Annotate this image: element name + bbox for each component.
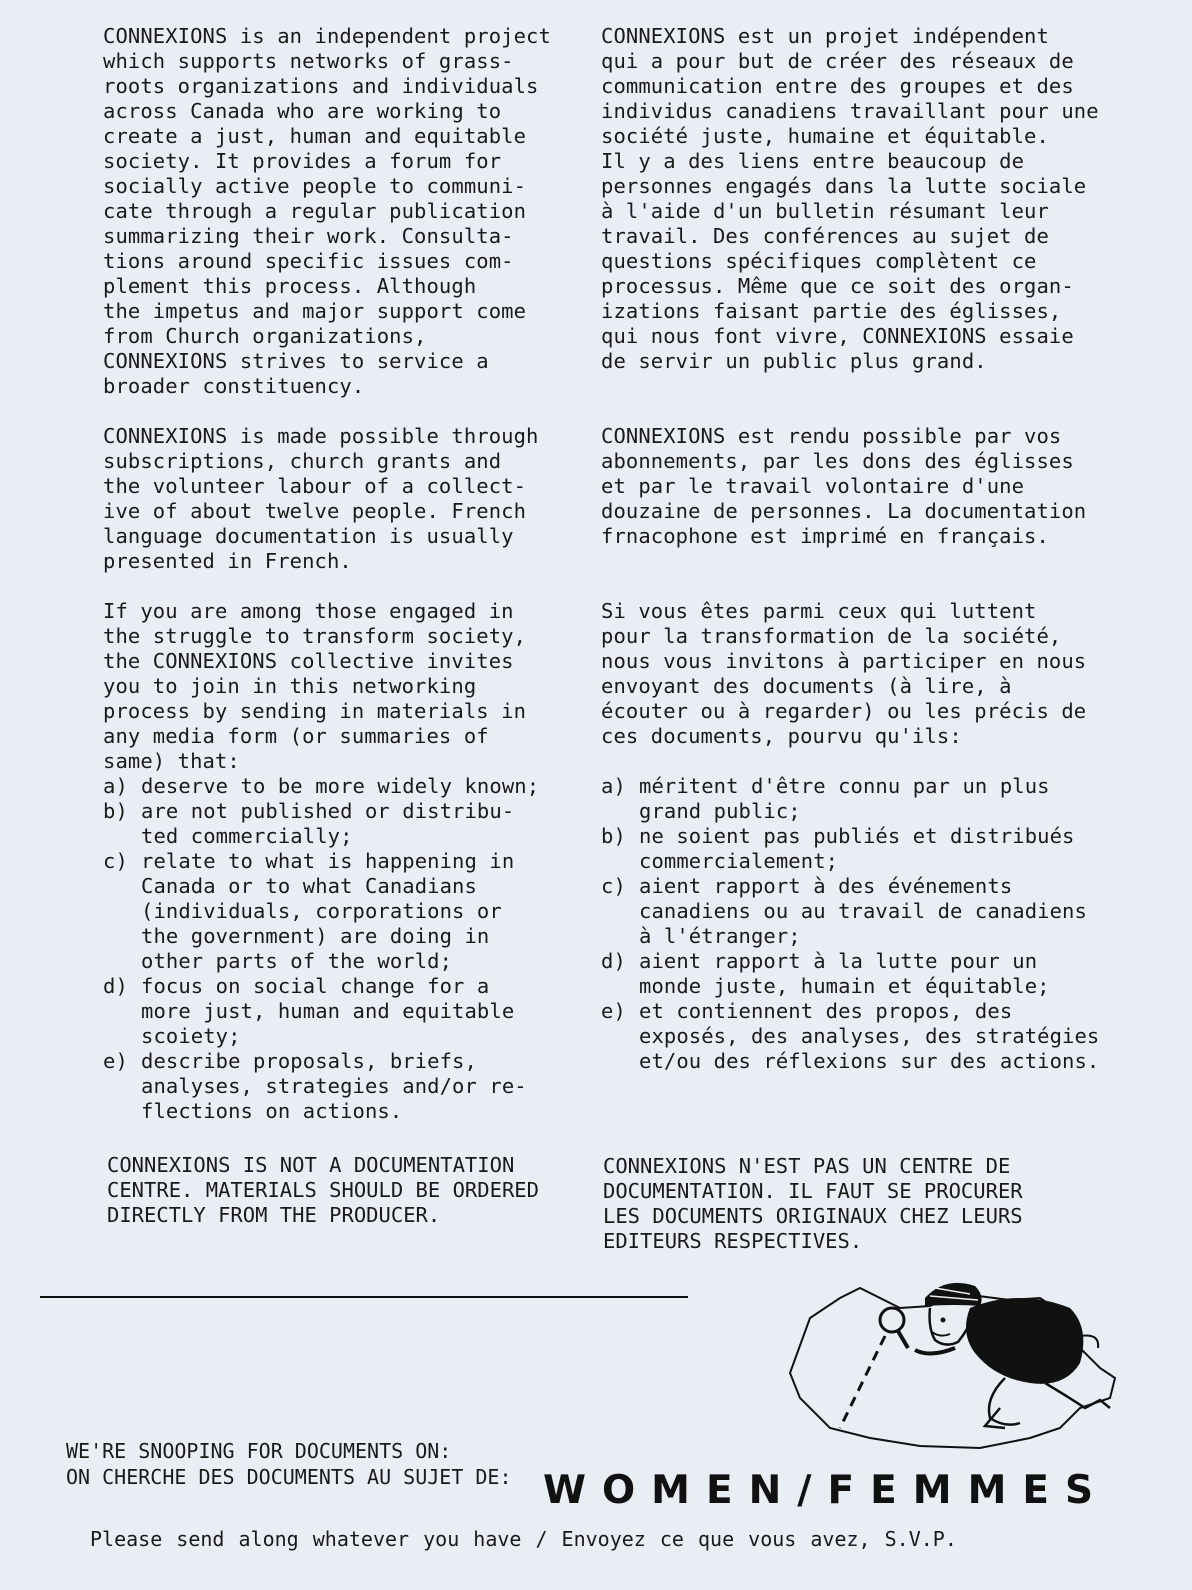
french-column bbox=[601, 24, 1101, 1074]
english-notice: CONNEXIONS IS NOT A DOCUMENTATION CENTRE. MATERIALS SHOULD BE ORDERED DIRECTLY FROM THE PRODUCER. bbox=[107, 1153, 539, 1227]
list-item bbox=[103, 974, 563, 1049]
english-intro-paragraph: CONNEXIONS is an independent project which supports networks of grass- roots organizations and individuals across Canada who are working to create a just, human and equitable society. It provides a forum for socially active people to communi- cate through a regular publication summarizing their work. Consulta- tions around specific issues com- plement this process. Although the impetus and major support come from Church organizations, CONNEXIONS strives to service a broader constituency. bbox=[103, 24, 551, 398]
list-item-text: et contiennent des propos, des exposés, des analyses, des stratégies et/ou des réflexions sur des actions. bbox=[639, 999, 1100, 1073]
english-invitation-paragraph: If you are among those engaged in the struggle to transform society, the CONNEXIONS collective invites you to join in this networking process by sending in materials in any media form (or summaries of same) that: bbox=[103, 599, 527, 773]
list-marker: b) bbox=[103, 799, 128, 823]
french-intro-paragraph: CONNEXIONS est un projet indépendent qui a pour but de créer des réseaux de communication entre des groupes et des individus canadiens travaillant pour une société juste, humaine et équitable. Il y a des liens entre beaucoup de personnes engagés dans la lutte sociale à l'aide d'un bulletin résumant leur travail. Des conférences au sujet de questions spécifiques complètent ce processus. Même que ce soit des organ- izations faisant partie des églisses, qui nous font vivre, CONNEXIONS essaie de servir un public plus grand. bbox=[601, 24, 1099, 373]
french-criteria-list bbox=[601, 774, 1101, 1074]
list-item bbox=[601, 774, 1101, 824]
english-funding-paragraph: CONNEXIONS is made possible through subscriptions, church grants and the volunteer labour of a collect- ive of about twelve people. French language documentation is usually presented in French. bbox=[103, 424, 539, 573]
list-item-text: aient rapport à des événements canadiens ou au travail de canadiens à l'étranger; bbox=[639, 874, 1087, 948]
list-item bbox=[601, 824, 1101, 874]
list-marker: e) bbox=[601, 999, 626, 1023]
snooping-label: WE'RE SNOOPING FOR DOCUMENTS ON: ON CHERCHE DES DOCUMENTS AU SUJET DE: bbox=[66, 1439, 512, 1489]
list-item bbox=[601, 949, 1101, 999]
list-marker: d) bbox=[601, 949, 626, 973]
topic-heading: WOMEN/FEMMES bbox=[543, 1468, 1110, 1513]
detective-icon bbox=[780, 1278, 1140, 1478]
list-item bbox=[103, 774, 563, 799]
list-item bbox=[601, 874, 1101, 949]
list-marker: d) bbox=[103, 974, 128, 998]
list-marker: a) bbox=[601, 774, 626, 798]
list-marker: b) bbox=[601, 824, 626, 848]
list-item-text: aient rapport à la lutte pour un monde juste, humain et équitable; bbox=[639, 949, 1050, 998]
list-item bbox=[601, 999, 1101, 1074]
divider bbox=[40, 1296, 688, 1298]
list-item-text: focus on social change for a more just, human and equitable scoiety; bbox=[141, 974, 515, 1048]
list-marker: c) bbox=[103, 849, 128, 873]
list-item-text: deserve to be more widely known; bbox=[141, 774, 540, 798]
english-criteria-list bbox=[103, 774, 563, 1124]
list-item-text: are not published or distribu- ted commercially; bbox=[141, 799, 515, 848]
list-item-text: méritent d'être connu par un plus grand public; bbox=[639, 774, 1050, 823]
french-funding-paragraph: CONNEXIONS est rendu possible par vos abonnements, par les dons des églisses et par le travail volontaire d'une douzaine de personnes. La documentation frnacophone est imprimé en français. bbox=[601, 424, 1087, 548]
english-column bbox=[103, 24, 563, 1124]
list-item bbox=[103, 799, 563, 849]
french-invitation-paragraph: Si vous êtes parmi ceux qui luttent pour la transformation de la société, nous vous invitons à participer en nous envoyant des documents (à lire, à écouter ou à regarder) ou les précis de ces documents, pourvu qu'ils: bbox=[601, 599, 1087, 748]
list-item bbox=[103, 849, 563, 974]
list-marker: a) bbox=[103, 774, 128, 798]
list-marker: e) bbox=[103, 1049, 128, 1073]
list-item-text: describe proposals, briefs, analyses, strategies and/or re- flections on actions. bbox=[141, 1049, 527, 1123]
list-item bbox=[103, 1049, 563, 1124]
french-notice: CONNEXIONS N'EST PAS UN CENTRE DE DOCUMENTATION. IL FAUT SE PROCURER LES DOCUMENTS ORIGINAUX CHEZ LEURS EDITEURS RESPECTIVES. bbox=[603, 1154, 1023, 1253]
list-item-text: ne soient pas publiés et distribués commercialement; bbox=[639, 824, 1075, 873]
footer-request: Please send along whatever you have / Envoyez ce que vous avez, S.V.P. bbox=[90, 1527, 957, 1551]
list-item-text: relate to what is happening in Canada or to what Canadians (individuals, corporations or the government) are doing in other parts of the world; bbox=[141, 849, 515, 973]
list-marker: c) bbox=[601, 874, 626, 898]
